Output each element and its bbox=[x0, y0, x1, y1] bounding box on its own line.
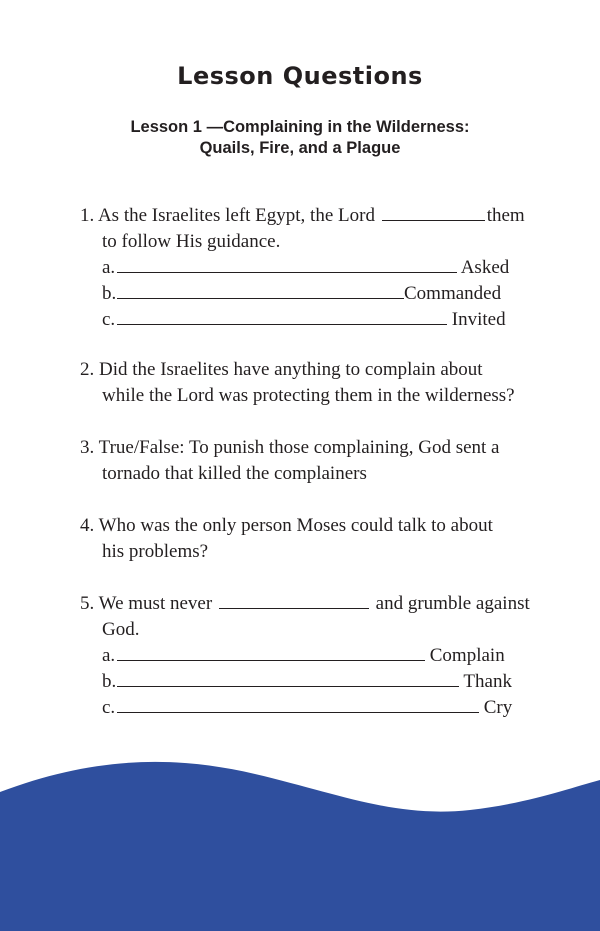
option-letter: a. bbox=[102, 645, 116, 666]
option-blank[interactable] bbox=[117, 282, 404, 299]
question-number: 1. bbox=[80, 205, 95, 226]
wave-footer bbox=[0, 740, 600, 931]
question-text: them bbox=[486, 205, 525, 226]
wave-shape bbox=[0, 762, 600, 931]
question-text: and grumble against bbox=[375, 593, 530, 614]
option-blank[interactable] bbox=[117, 670, 459, 687]
page-title: Lesson Questions bbox=[177, 62, 423, 90]
lesson-subtitle bbox=[0, 117, 600, 159]
option-blank[interactable] bbox=[117, 696, 479, 713]
option-a[interactable] bbox=[80, 255, 570, 281]
option-text: Cry bbox=[483, 697, 513, 718]
option-c[interactable] bbox=[80, 695, 570, 721]
question-text: We must never bbox=[98, 593, 213, 614]
answer-blank[interactable] bbox=[219, 592, 369, 609]
question-5-line-1 bbox=[80, 591, 570, 617]
question-2-line-2: while the Lord was protecting them in the wilderness? bbox=[102, 385, 515, 406]
question-1-line-2: to follow His guidance. bbox=[102, 231, 281, 252]
question-4-line-1 bbox=[80, 513, 570, 539]
question-3-line-2: tornado that killed the complainers bbox=[102, 463, 367, 484]
option-letter: c. bbox=[102, 309, 116, 330]
option-b[interactable] bbox=[80, 281, 570, 307]
question-4 bbox=[80, 513, 570, 565]
question-text: As the Israelites left Egypt, the Lord bbox=[97, 205, 375, 226]
question-3 bbox=[80, 435, 570, 487]
question-4-line-2: his problems? bbox=[102, 541, 209, 562]
question-1 bbox=[80, 203, 570, 333]
option-blank[interactable] bbox=[117, 256, 457, 273]
subtitle-line-2: Quails, Fire, and a Plague bbox=[199, 139, 401, 157]
option-blank[interactable] bbox=[117, 308, 447, 325]
question-number: 3. bbox=[80, 437, 95, 458]
option-text: Thank bbox=[463, 671, 512, 692]
question-text: Who was the only person Moses could talk to about bbox=[98, 515, 493, 536]
option-blank[interactable] bbox=[117, 644, 425, 661]
option-letter: c. bbox=[102, 697, 116, 718]
question-5-line-2: God. bbox=[102, 619, 140, 640]
option-text: Commanded bbox=[404, 283, 502, 304]
question-2 bbox=[80, 357, 570, 409]
subtitle-line-1: Lesson 1 —Complaining in the Wilderness: bbox=[130, 118, 470, 136]
question-5 bbox=[80, 591, 570, 721]
option-text: Asked bbox=[460, 257, 510, 278]
option-text: Invited bbox=[451, 309, 506, 330]
question-text: True/False: To punish those complaining, God sent a bbox=[98, 437, 500, 458]
question-number: 2. bbox=[80, 359, 95, 380]
option-letter: b. bbox=[102, 671, 117, 692]
option-text: Complain bbox=[429, 645, 505, 666]
option-b[interactable] bbox=[80, 669, 570, 695]
question-1-line-1 bbox=[80, 203, 570, 229]
question-3-line-1 bbox=[80, 435, 570, 461]
question-text: Did the Israelites have anything to complain about bbox=[99, 359, 483, 380]
option-a[interactable] bbox=[80, 643, 570, 669]
answer-blank[interactable] bbox=[382, 204, 485, 221]
question-number: 4. bbox=[80, 515, 95, 536]
question-2-line-1 bbox=[80, 357, 570, 383]
option-letter: a. bbox=[102, 257, 116, 278]
question-number: 5. bbox=[80, 593, 95, 614]
option-letter: b. bbox=[102, 283, 117, 304]
option-c[interactable] bbox=[80, 307, 570, 333]
